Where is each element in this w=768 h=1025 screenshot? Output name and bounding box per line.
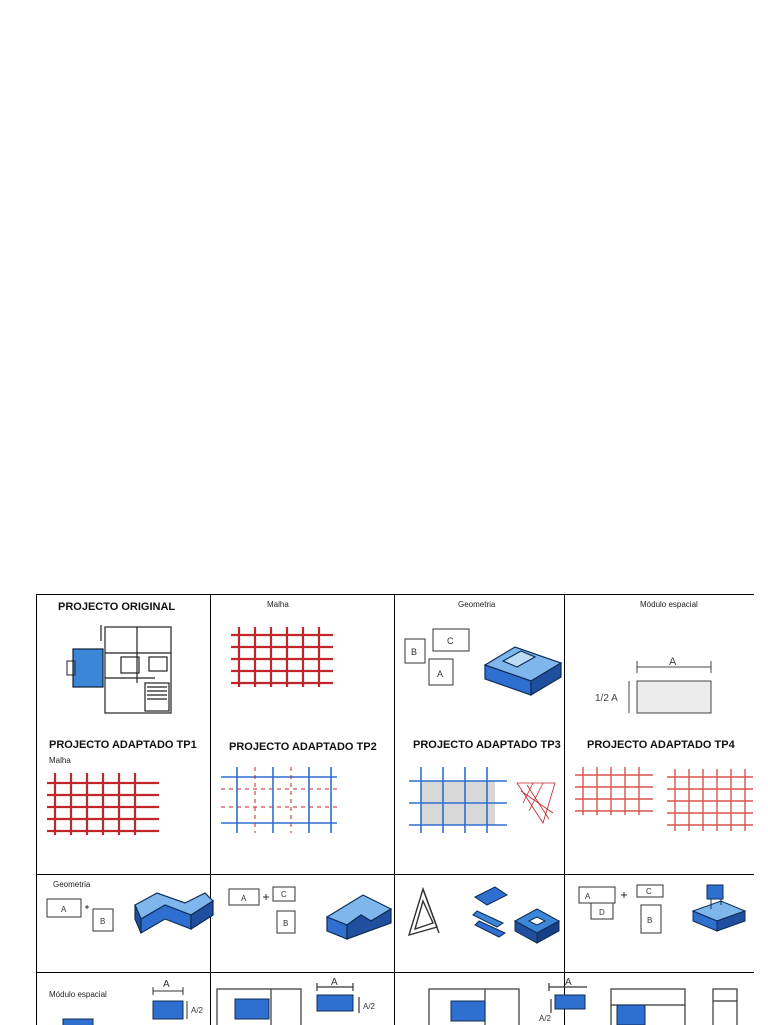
- sketch-letter-a: A: [437, 669, 444, 679]
- sketch-letter-c: C: [447, 636, 454, 646]
- label-geometria-row: Geometria: [53, 880, 91, 889]
- summary-sheet: [36, 594, 754, 1025]
- modulo-tp4-sketch: [571, 979, 754, 1025]
- geometria-tp3-sketch: [403, 883, 563, 967]
- label-malha-tp1: Malha: [49, 756, 71, 765]
- tp3-mod-letter-a: A: [565, 977, 572, 988]
- tp2-mod-a-half: A/2: [363, 1002, 376, 1011]
- geometria-tp2-sketch: [221, 885, 395, 965]
- modulo-tp2-sketch: [213, 977, 395, 1025]
- original-blue-block: [73, 649, 103, 687]
- tp2-mod-letter-a: A: [331, 977, 338, 988]
- sketch-half-a: 1/2 A: [595, 693, 618, 704]
- tp2-blue-grid: [219, 765, 339, 835]
- tp4-letter-a: A: [585, 892, 591, 901]
- modulo-tp3-sketch: [399, 977, 572, 1025]
- tp4-blue-volume: [693, 885, 745, 931]
- tp2-letter-b: B: [283, 919, 289, 928]
- tp4-letter-c: C: [646, 887, 652, 896]
- original-floor-plan: [65, 623, 175, 718]
- label-malha: Malha: [267, 600, 289, 609]
- sketch-letter-a-modulo: A: [669, 656, 677, 668]
- heading-original: PROJECTO ORIGINAL: [58, 601, 176, 613]
- tp1-blue-volume: [135, 893, 213, 933]
- heading-tp4: PROJECTO ADAPTADO TP4: [587, 739, 735, 751]
- modulo-sketch-top: [585, 653, 735, 723]
- sketch-letter-b: B: [411, 647, 418, 657]
- heading-tp2: PROJECTO ADAPTADO TP2: [229, 741, 377, 753]
- label-modulo-row: Módulo espacial: [49, 990, 107, 999]
- tp1-mod-letter-a: A: [163, 979, 170, 990]
- heading-tp1: PROJECTO ADAPTADO TP1: [49, 739, 197, 751]
- tp1-mod-a-half: A/2: [191, 1006, 204, 1015]
- label-modulo: Módulo espacial: [640, 600, 698, 609]
- tp3-mod-a-half: A/2: [539, 1014, 552, 1023]
- tp2-blue-volume: [327, 895, 391, 939]
- tp2-letter-c: C: [281, 890, 287, 899]
- tp4-letter-d: D: [599, 908, 605, 917]
- tp2-letter-a: A: [241, 894, 247, 903]
- geometria-tp1-sketch: [45, 885, 211, 965]
- heading-tp3: PROJECTO ADAPTADO TP3: [413, 739, 561, 751]
- tp1-letter-b: B: [100, 917, 106, 926]
- tp3-blue-pieces: [473, 887, 559, 943]
- tp1-letter-a: A: [61, 905, 67, 914]
- geometria-blue-volume: [485, 647, 561, 695]
- geometria-sketch-top: [403, 625, 563, 720]
- modulo-tp1-sketch: [41, 975, 211, 1025]
- malha-red-grid-top: [225, 625, 335, 687]
- geometria-tp4-sketch: [575, 881, 754, 967]
- tp1-red-grid: [43, 771, 163, 835]
- label-geometria: Geometria: [458, 600, 496, 609]
- tp4-letter-b: B: [647, 916, 653, 925]
- tp4-red-grids: [571, 765, 754, 835]
- tp3-blue-grid: [403, 763, 563, 835]
